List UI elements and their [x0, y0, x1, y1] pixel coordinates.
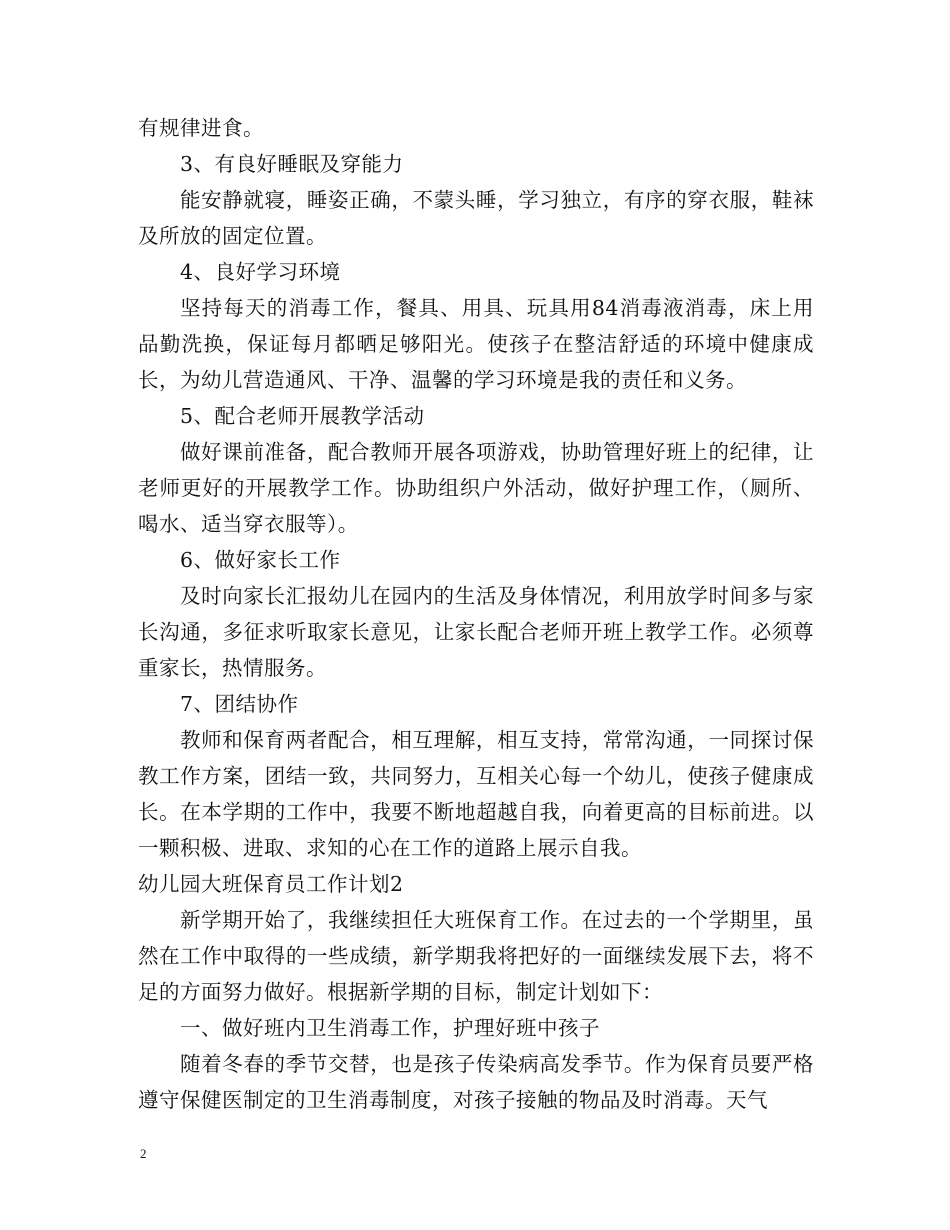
document-body — [138, 110, 814, 1118]
paragraph: 能安静就寝，睡姿正确，不蒙头睡，学习独立，有序的穿衣服，鞋袜及所放的固定位置。 — [138, 188, 814, 248]
paragraph: 教师和保育两者配合，相互理解，相互支持，常常沟通，一同探讨保教工作方案，团结一致，共同努力，互相关心每一个幼儿，使孩子健康成长。在本学期的工作中，我要不断地超越自我，向着更高的目标前进。以一颗积极、进取、求知的心在工作的道路上展示自我。 — [138, 728, 814, 860]
section-heading: 6、做好家长工作 — [180, 548, 341, 572]
section-heading: 7、团结协作 — [180, 692, 299, 716]
paragraph: 新学期开始了，我继续担任大班保育工作。在过去的一个学期里，虽然在工作中取得的一些成绩，新学期我将把好的一面继续发展下去，将不足的方面努力做好。根据新学期的目标，制定计划如下： — [138, 908, 814, 1004]
section-heading: 5、配合老师开展教学活动 — [180, 404, 425, 428]
paragraph: 做好课前准备，配合教师开展各项游戏，协助管理好班上的纪律，让老师更好的开展教学工作。协助组织户外活动，做好护理工作，（厕所、喝水、适当穿衣服等）。 — [138, 440, 814, 536]
paragraph: 随着冬春的季节交替，也是孩子传染病高发季节。作为保育员要严格遵守保健医制定的卫生消毒制度，对孩子接触的物品及时消毒。天气 — [138, 1052, 814, 1112]
section-heading: 一、做好班内卫生消毒工作，护理好班中孩子 — [180, 1016, 600, 1040]
document-title: 幼儿园大班保育员工作计划2 — [138, 872, 404, 896]
page-number: 2 — [140, 1146, 147, 1161]
paragraph: 及时向家长汇报幼儿在园内的生活及身体情况，利用放学时间多与家长沟通，多征求听取家长意见，让家长配合老师开班上教学工作。必须尊重家长，热情服务。 — [138, 584, 814, 680]
paragraph: 坚持每天的消毒工作，餐具、用具、玩具用84消毒液消毒，床上用品勤洗换，保证每月都晒足够阳光。使孩子在整洁舒适的环境中健康成长，为幼儿营造通风、干净、温馨的学习环境是我的责任和义务。 — [138, 296, 814, 392]
section-heading: 4、良好学习环境 — [180, 260, 341, 284]
paragraph: 有规律进食。 — [138, 116, 264, 140]
section-heading: 3、有良好睡眠及穿能力 — [180, 152, 404, 176]
